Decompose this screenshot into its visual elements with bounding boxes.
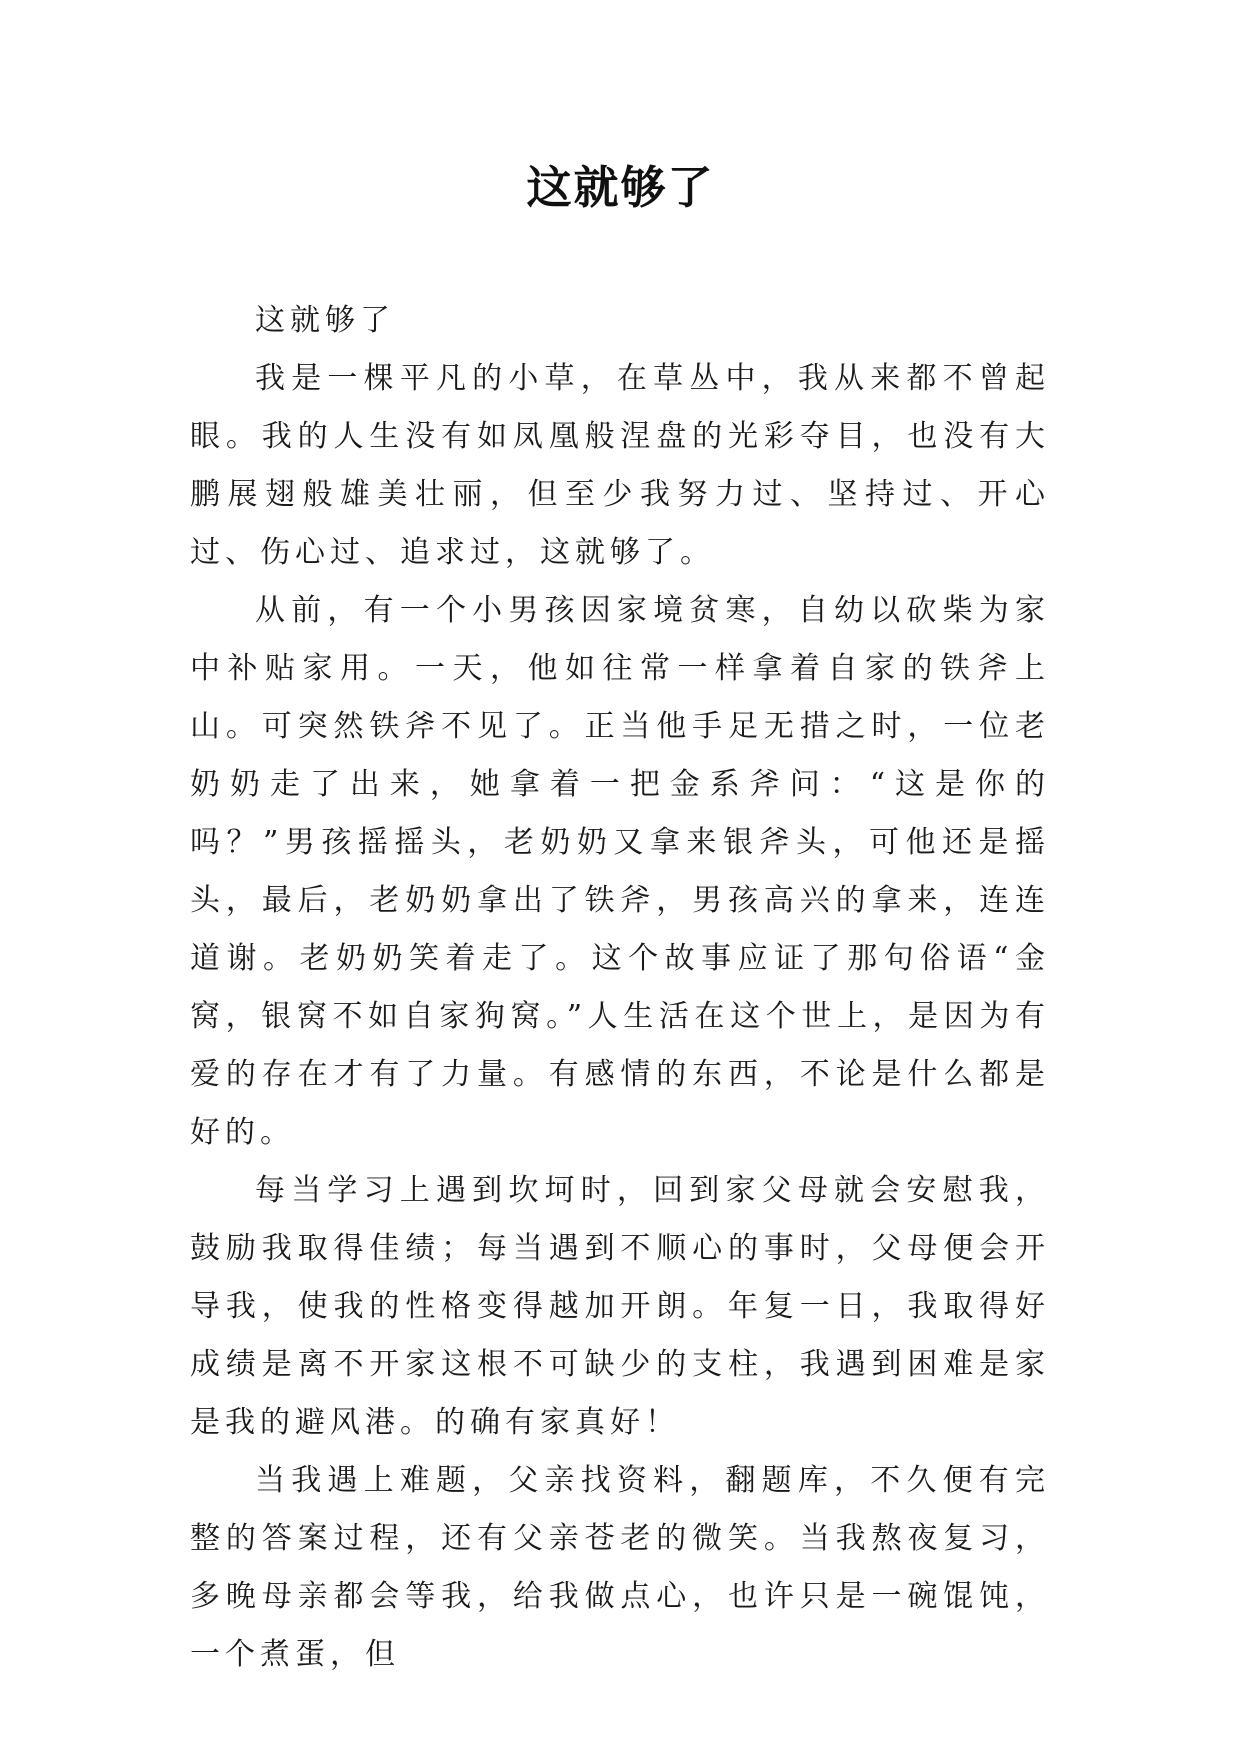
paragraph: 当我遇上难题，父亲找资料，翻题库，不久便有完整的答案过程，还有父亲苍老的微笑。当我熬夜复习，多晚母亲都会等我，给我做点心，也许只是一碗馄饨，一个煮蛋，但 [190,1463,1050,1672]
paragraph: 从前，有一个小男孩因家境贫寒，自幼以砍柴为家中补贴家用。一天，他如往常一样拿着自家的铁斧上山。可突然铁斧不见了。正当他手足无措之时，一位老奶奶走了出来，她拿着一把金系斧问：“这是你的吗？”男孩摇摇头，老奶奶又拿来银斧头，可他还是摇头，最后，老奶奶拿出了铁斧，男孩高兴的拿来，连连道谢。老奶奶笑着走了。这个故事应证了那句俗语“金窝，银窝不如自家狗窝。”人生活在这个世上，是因为有爱的存在才有了力量。有感情的东西，不论是什么都是好的。 [190,593,1050,1150]
document-title: 这就够了 [526,161,715,214]
paragraph: 我是一棵平凡的小草，在草丛中，我从来都不曾起眼。我的人生没有如凤凰般涅盘的光彩夺目，也没有大鹏展翅般雄美壮丽，但至少我努力过、坚持过、开心过、伤心过、追求过，这就够了。 [190,361,1050,570]
paragraph: 每当学习上遇到坎坷时，回到家父母就会安慰我，鼓励我取得佳绩；每当遇到不顺心的事时，父母便会开导我，使我的性格变得越加开朗。年复一日，我取得好成绩是离不开家这根不可缺少的支柱，我遇到困难是家是我的避风港。的确有家真好！ [190,1173,1050,1440]
document-body [190,292,1050,1684]
paragraph: 这就够了 [255,303,395,338]
